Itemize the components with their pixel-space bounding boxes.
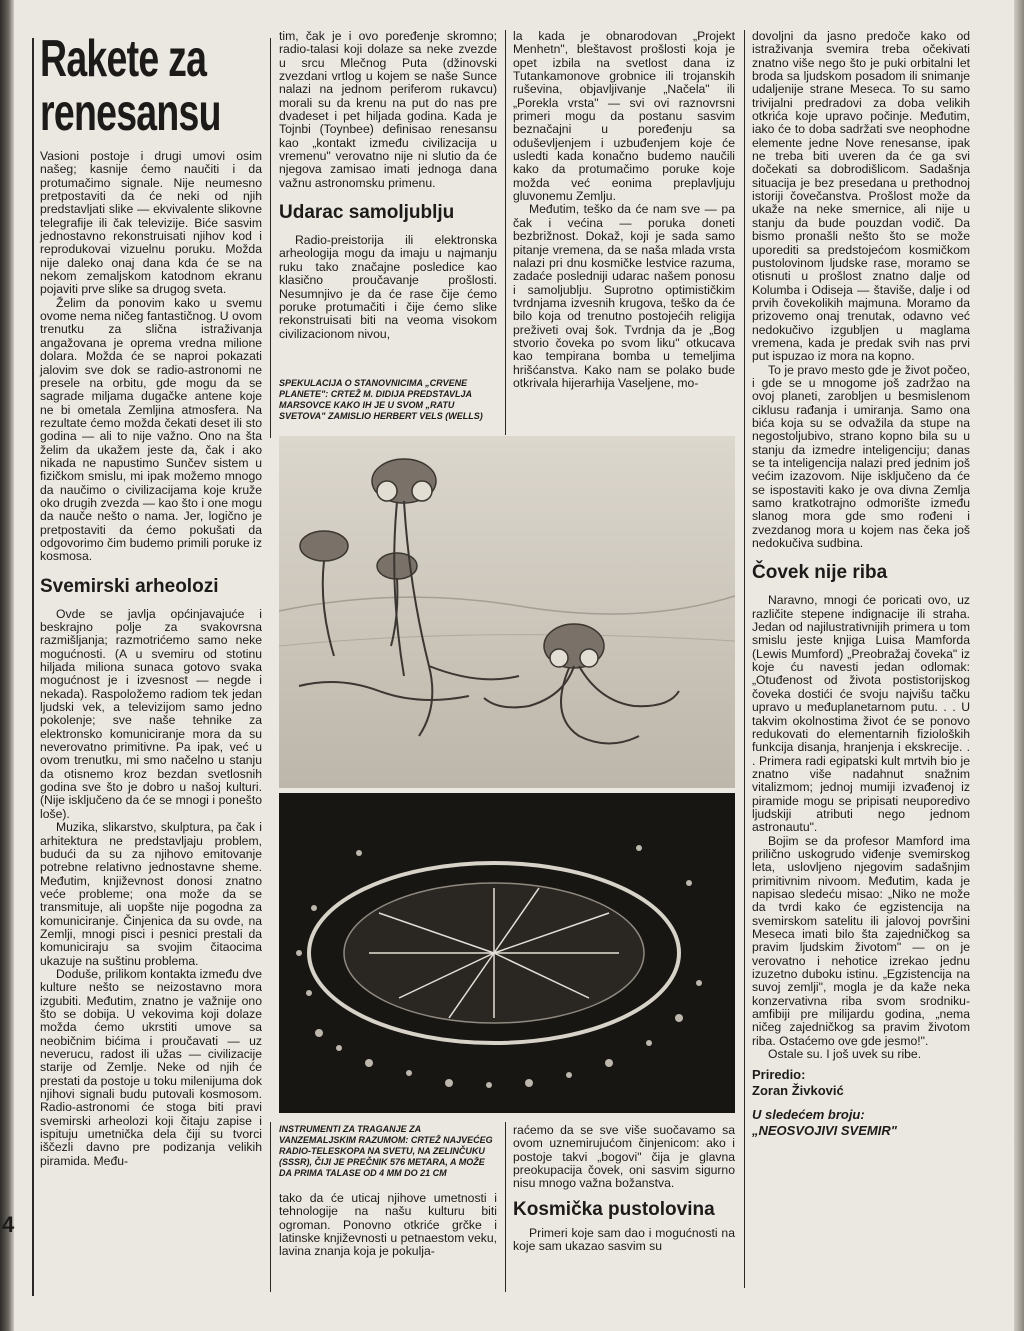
paragraph: Želim da ponovim kako u svemu ovome nema ničeg fantastičnog. U ovom trenutku za slična istraživanja angažovana je oprema vredna milione dolara. Možda će se naproi pokazati jalovim sve dok se radio-astronomi ne presele na orbitu, gde mogu da se sagrade miljama dugačke antene koje ne bi ometala Zemljina atmosfera. Na rezultate ćemo možda čekati deset ili sto godina — ali to nije važno. Ono na šta želim da ukažem jeste da, čak i ako nikada ne napustimo Sunčev sistem u fizičkom smislu, mi ipak možemo mnogo da naučimo o civilizacijama koje kruže oko drugih zvezda — kao što i one mogu da nauče nešto o nama. Jer, logično je pretpostaviti da ćemo pokušati da odgovorimo čim budemo primili poruke iz kosmosa. (40, 295, 262, 564)
paragraph: Međutim, teško da će nam sve — pa čak i većina — poruka doneti bezbrižnost. Dokaž, koji je sada samo pitanje vremena, da se naša mlada vrsta nalazi pri dnu kosmičke lestvice razuma, zadaće posledniji udarac našem ponosu i samoljublju. Suprotno optimističkim tvrdnjama izvesnih krugova, teško da će bilo koja od trenutno postojećih religija preživeti ovaj šok. Tvrdnja da je „Bog stvorio čoveka po svom liku" otkucava kao tempirana bomba u temeljima hrišćanstva. Kako nam se polako bude otkrivala hijerarhija Vaseljene, mo- (513, 202, 735, 390)
section-heading: Svemirski arheolozi (40, 575, 219, 597)
paragraph: Bojim se da profesor Mamford ima prilično uskogrudo viđenje svemirskog leta, uslovljeno njegovim sadašnjim primitivnim nivoom. Međutim, kada je napisao sledeću misao: „Niko ne može da tvrdi kako će egzistencija na svemirskom satelitu ili jalovoj površini Meseca imati bilo šta zajedničkog sa pravim ljudskim životom" — on je verovatno i nehotice izrekao jednu izuzetno duboku istinu. „Egzistencija na suvoj zemlji", mogla je da kaže neka konzervativna riba svom srodniku-amfibiji pre milijardu godina, „nema ničeg zajedničkog sa pravim životom riba. Ostaćemo ove gde jesmo!". (752, 833, 970, 1048)
paragraph: Vasioni postoje i drugi umovi osim našeg; kasnije ćemo naučiti i da protumačimo signale. Nije neumesno pretpostaviti da će neki od njih predstavljati slike — ekvivalente slikovne telegrafije ili čak televizije. Biće sasvim jednostavno rekonstruisati njihov kod i reprodukovai vizuelnu poruku. Možda nije daleko onaj dana kda će se na nekom zemaljskom katodnom ekranu pojaviti prve slike sa drugog sveta. (40, 149, 262, 297)
page-left-edge (0, 0, 14, 1331)
image-caption: INSTRUMENTI ZA TRAGANJE ZA VANZEMALJSKIM RAZUMOM: CRTEŽ NAJVEĆEG RADIO-TELESKOPA NA SVETU, NA ZELINČUKU (SSSR), ČIJI JE PREČNIK 576 METARA, A MOŽE DA PRIMA TALASE OD 4 MM DO 21 CM (279, 1124, 493, 1178)
martians-drawing (279, 436, 735, 788)
paragraph: tim, čak je i ovo poređenje skromno; radio-talasi koji dolaze sa neke zvezde u srcu Mlečnog Puta (džinovski zvezdani vrtlog u kojem se naše Sunce nalazi na jednom periferom rukavcu) morali su da krenu na put do nas pre dvadeset i pet hiljada godina. Kada je Tojnbi (Toynbee) definisao renesansu kao „kontakt između civilizacija u vremenu" verovatno nije ni slutio da će njegova zamisao imati jednoga dana važnu astronomsku primenu. (279, 29, 497, 190)
section-heading: Čovek nije riba (752, 562, 888, 584)
paragraph: Ostale su. I još uvek su ribe. (768, 1047, 922, 1062)
next-issue-title: „NEOSVOJIVI SVEMIR" (752, 1123, 897, 1139)
column-4 (752, 30, 970, 1139)
paragraph: raćemo da se sve više suočavamo sa ovom uznemirujućom činjenicom: ako i postoje takvi „bogovi" čija je glavna preokupacija čovek, oni sasvim sigurno nisu mnogo važna božanstva. (513, 1123, 735, 1191)
column-3-bottom (513, 1124, 735, 1253)
paragraph: Muzika, slikarstvo, skulptura, pa čak i arhitektura ne predstavljaju problem, budući da su za njihovo emitovanje potrebne relativno jednostavne sheme. Međutim, književnost donosi znatno veće probleme; ona može da se transmituje, ali uopšte nije pogodna za komuniciranje. Činjenica da su ovde, na Zemlji, mnogi pisci i pesnici prestali da komuniciraju sa svojim čitaocima ukazuje na suštinu problema. (40, 820, 262, 968)
paragraph: Primeri koje sam dao i mogućnosti na koje sam ukazao sasvim su (513, 1225, 735, 1254)
column-rule (744, 30, 745, 1288)
column-rule (505, 1122, 506, 1292)
next-issue-label: U sledećem broju: (752, 1107, 865, 1123)
editor-label: Priredio: (752, 1067, 806, 1083)
page-right-edge (1014, 0, 1024, 1331)
paragraph: la kada je obnarodovan „Projekt Menhetn", bleštavost prošlosti koja je opet izbila na svetlost dana iz Tutankamonove grobnice ili trojanskih ruševina, objavljivanje „Načela" ili „Porekla vrsta" — svi ovi raznovrsni primeri mogu da postanu sasvim beznačajni u poređenju sa oduševljenjem i uzbuđenjem koje će usledti kada konačno budemo naučili kako da protumačimo poruke koje možda već eonima preplavljuju gluvonemu Zemlju. (513, 29, 735, 204)
paragraph: Radio-preistorija ili elektronska arheologija mogu da imaju u najmanju ruku tako značajne posledice kao klasično proučavanje prošlosti. Nesumnjivo je da će rase čije ćemo poruke protumačiti i čije ćemo slike rekonstruisati biti na veoma visokom civilizacionom nivou, (279, 233, 497, 341)
paragraph: dovoljni da jasno predoče kako od istraživanja svemira treba očekivati znatno više nego što je puki orbitalni let broda sa ljudskom posadom ili snimanje udaljenije strane Meseca. To su samo trivijalni predradovi za doba velikih otkrića koje upravo počinje. Međutim, iako će to doba sadržati sve neophodne elemente jedne Nove renesanse, ipak ne treba biti uveren da će ga svi dočekati sa dobrodišlicom. Sadašnja situacija je bez presedana u prethodnoj istoriji čovečanstva. Prošlost može da ukaže na neke smernice, ali nije u stanju da bude pouzdan vodič. Da bismo pronašli nešto što se može uporediti sa predstojećom kosmičkom pustolovinom ljudske rase, moramo se otisnuti u prošlost znatno dalje od Kolumba i Odiseja — štaviše, dalje i od prvih čovekolikih majmuna. Moramo da prizovemo onaj trenutak, odavno već nedokučivo izgubljen u maglama vremena, kada je predak svih nas prvi put ispuzao iz mora na kopno. (752, 29, 970, 364)
image-caption: SPEKULACIJA O STANOVNICIMA „CRVENE PLANETE": CRTEŽ M. DIDIJA PREDSTAVLJA MARSOVCE KAKO IH JE U SVOM „RATU SVETOVA" ZAMISLIO HERBERT VELS (WELLS) (279, 378, 483, 421)
column-3 (513, 30, 735, 390)
column-1 (40, 32, 262, 1168)
paragraph: Naravno, mnogi će poricati ovo, uz različite stepene indignacije ili straha. Jedan od najilustrativnijih primera u tom smislu jeste knjiga Luisa Mamforda (Lewis Mumford) „Preobražaj čoveka" iz koje ću navesti jedan odlomak: „Otuđenost od života postistorijskog čoveka dostići će svoju najvišu tačku upravo u međuplanetarnom putu. . . U takvim okolnostima život će se ponovo redukovati do elementarnih fizioloških funkcija disanja, hranjenja i ekskrecije. . . Primera radi egipatski kult mrtvih bio je znatno više nadahnut snažnim vitalizmom; jednoj mumiji izvađenoj iz piramide mogu se pripisati neuporedivo ljudskiji atributi nego jednom astronautu". (752, 593, 970, 835)
column-2 (279, 30, 497, 341)
martians-illustration (279, 436, 735, 788)
paragraph: Ovde se javlja općinjavajuće i beskrajno polje za svakovrsna razmišljanja; razmotrićemo samo neke mogućnosti. (A u svemiru od stotinu hiljada miliona sunaca gotovo svaka mogućnost je i izvesnost — negde i nekada). Raspoložemo radiom tek jedan ljudski vek, a televizijom samo jedno pokolenje; sve naše tehnike za elektronsko komuniciranje mora da su neverovatno primitivne. Pa ipak, već u ovom trenutku, mi smo načelno u stanju da otisnemo kroz bezdan svetlosnih godina sve što je dobro u našoj kulturi. (Nije isključeno da će se mnogi i ponešto loše). (40, 606, 262, 821)
section-heading: Kosmička pustolovina (513, 1198, 715, 1220)
radio-telescope-illustration (279, 793, 735, 1113)
paragraph: To je pravo mesto gde je život počeo, i gde se u mnogome još zadržao na ovoj planeti, zarobljen u besmislenom ciklusu rađanja i umiranja. Samo ona bića koja su se odvažila da stupe na negostoljubivo, strano kopno bila su u stanju da izmedre inteligenciju; danas se ta inteligencija nalazi pred jednim još većim izazovom. Nije isključeno da će se ispostaviti kako je ova divna Zemlja samo kratkotrajno odmorište između slanog mora gde smo rođeni i zvezdanog mora u kojem nas čeka još nedokučiva sudbina. (752, 362, 970, 551)
column-rule (32, 38, 34, 1296)
paragraph: tako da će uticaj njihove umetnosti i tehnologije na našu kulturu biti ogroman. Ponovno otkriće grčke i latinske književnosti u petnaestom veku, lavina znanja koja je pokulja- (279, 1191, 497, 1259)
telescope-drawing (279, 793, 735, 1113)
article-title-line1: Rakete za (40, 30, 207, 88)
column-rule (270, 38, 271, 438)
column-rule (505, 30, 506, 435)
editor-name: Zoran Živković (752, 1083, 844, 1099)
section-heading: Udarac samoljublju (279, 202, 455, 224)
column-rule (270, 1122, 271, 1292)
paragraph: Doduše, prilikom kontakta između dve kulture nešto se neizostavno mora izgubiti. Međutim, znatno je važnije ono što se dobija. U vekovima koji dolaze možda ćemo ukrstiti umove sa neobičnim bićima i proučavati — uz neverucu, radost ili užas — civilizacije starije od Zemlje. Neke od njih će prestati da postoje u toku milenijuma dok njihovi signali budu putovali kosmosom. Radio-astronomi će stoga biti pravi svemirski arheolozi koji čitaju zapise i ispituju umetnička dela čiji su tvorci iščezli davno pre podizanja velikih piramida. Među- (40, 966, 262, 1168)
article-title-line2: renesansu (40, 84, 221, 142)
column-2-bottom (279, 1192, 497, 1259)
page-number: 4 (2, 1212, 15, 1237)
